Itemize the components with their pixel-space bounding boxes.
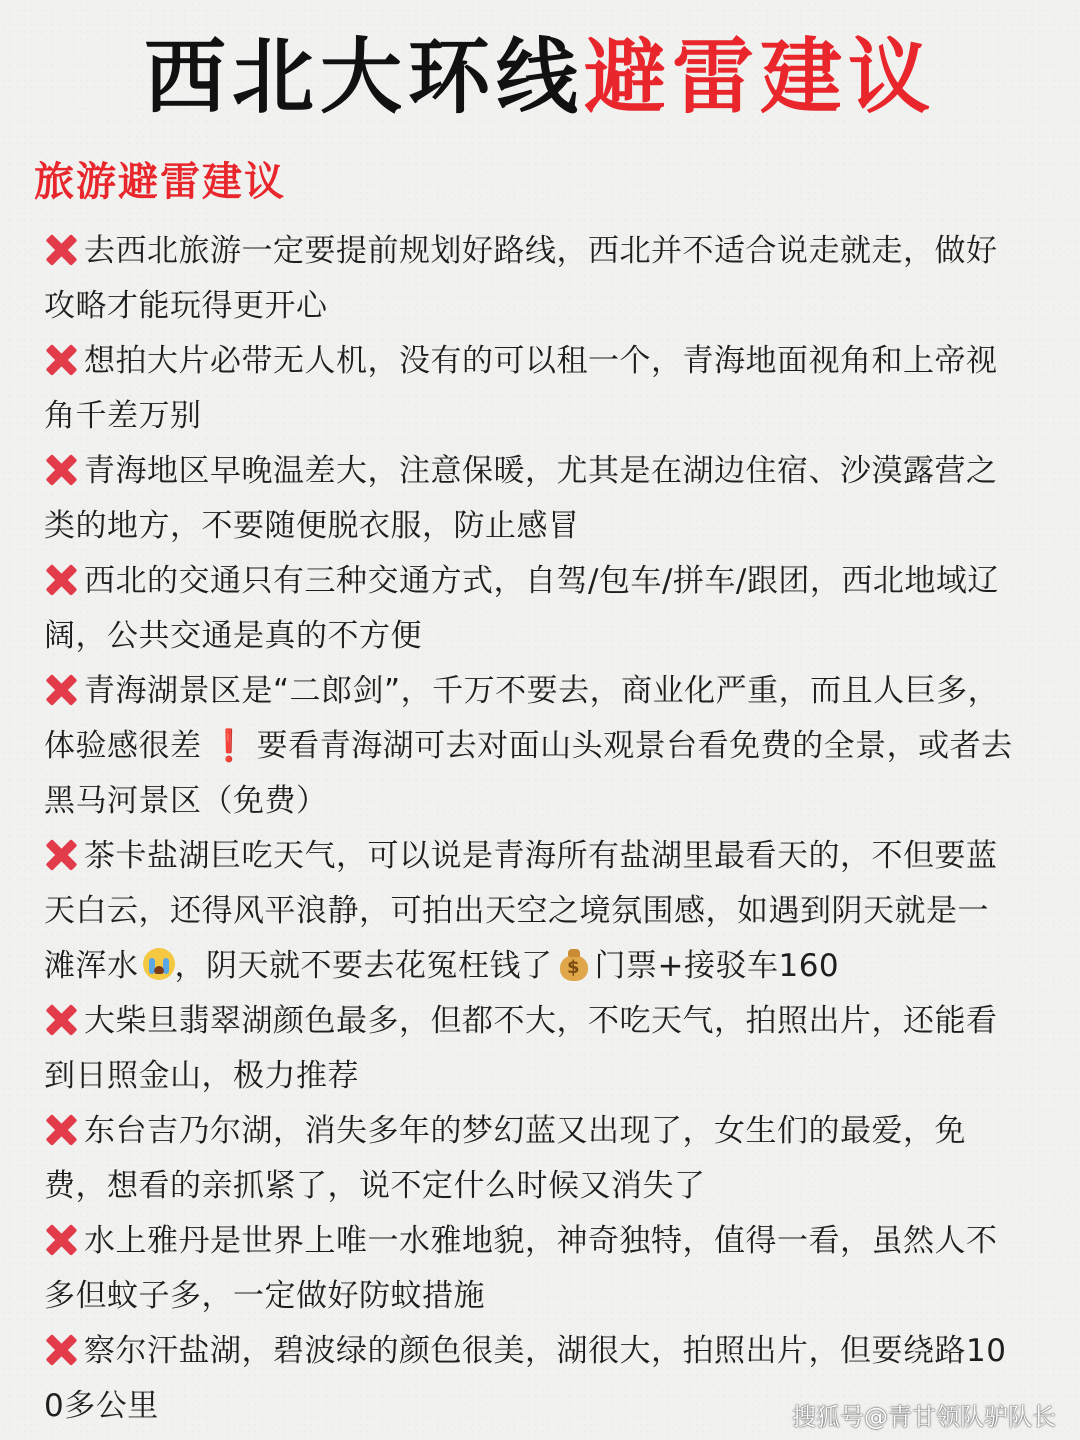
tip-item bbox=[44, 664, 1019, 829]
watermark: 搜狐号@青甘领队驴队长 bbox=[792, 1403, 1056, 1431]
tip-item bbox=[44, 1104, 1019, 1214]
tips-list bbox=[44, 224, 1019, 1434]
tip-item bbox=[44, 994, 1019, 1104]
page-title bbox=[0, 28, 1080, 128]
cross-mark-icon bbox=[44, 837, 78, 871]
tip-text: 要看青海湖可去对面山头观景台看免费的全景，或者去黑马河景区（免费） bbox=[44, 728, 1013, 819]
tip-text: 门票+接驳车160 bbox=[594, 948, 840, 984]
cross-mark-icon bbox=[44, 1112, 78, 1146]
tip-text: 茶卡盐湖巨吃天气，可以说是青海所有盐湖里最看天的，不但要蓝天白云，还得风平浪静，可拍出天空之境氛围感，如遇到阴天就是一滩浑水 bbox=[44, 838, 998, 984]
cross-mark-icon bbox=[44, 452, 78, 486]
exclamation-icon: ❗ bbox=[209, 728, 249, 764]
tip-text: ，阴天就不要去花冤枉钱了 bbox=[174, 948, 553, 984]
cross-mark-icon bbox=[44, 342, 78, 376]
cross-mark-icon bbox=[44, 562, 78, 596]
tip-text: 大柴旦翡翠湖颜色最多，但都不大，不吃天气，拍照出片，还能看到日照金山，极力推荐 bbox=[44, 1003, 998, 1094]
section-heading: 旅游避雷建议 bbox=[34, 159, 286, 205]
title-red-part: 避雷建议 bbox=[584, 30, 937, 125]
tip-item bbox=[44, 829, 1019, 994]
tip-item bbox=[44, 554, 1019, 664]
tip-item bbox=[44, 334, 1019, 444]
cross-mark-icon bbox=[44, 232, 78, 266]
tip-text: 青海湖景区是“二郎剑”，千万不要去，商业化严重，而且人巨多，体验感很差 bbox=[44, 673, 1000, 764]
tip-text: 东台吉乃尔湖，消失多年的梦幻蓝又出现了，女生们的最爱，免费，想看的亲抓紧了，说不定什么时候又消失了 bbox=[44, 1113, 966, 1204]
money-bag-icon bbox=[559, 949, 589, 981]
tip-item bbox=[44, 444, 1019, 554]
cross-mark-icon bbox=[44, 1002, 78, 1036]
tip-text: 水上雅丹是世界上唯一水雅地貌，神奇独特，值得一看，虽然人不多但蚊子多，一定做好防蚊措施 bbox=[44, 1223, 998, 1314]
tip-text: 察尔汗盐湖，碧波绿的颜色很美，湖很大，拍照出片，但要绕路100多公里 bbox=[44, 1333, 1007, 1424]
tip-item bbox=[44, 224, 1019, 334]
tip-text: 去西北旅游一定要提前规划好路线，西北并不适合说走就走，做好攻略才能玩得更开心 bbox=[44, 233, 998, 324]
cross-mark-icon bbox=[44, 672, 78, 706]
title-black-part: 西北大环线 bbox=[143, 30, 584, 125]
tip-text: 西北的交通只有三种交通方式，自驾/包车/拼车/跟团，西北地域辽阔，公共交通是真的不方便 bbox=[44, 563, 999, 654]
crying-face-icon bbox=[143, 948, 175, 980]
cross-mark-icon bbox=[44, 1332, 78, 1366]
tip-text: 想拍大片必带无人机，没有的可以租一个，青海地面视角和上帝视角千差万别 bbox=[44, 343, 998, 434]
tip-item bbox=[44, 1214, 1019, 1324]
tip-text: 青海地区早晚温差大，注意保暖，尤其是在湖边住宿、沙漠露营之类的地方，不要随便脱衣服，防止感冒 bbox=[44, 453, 998, 544]
cross-mark-icon bbox=[44, 1222, 78, 1256]
